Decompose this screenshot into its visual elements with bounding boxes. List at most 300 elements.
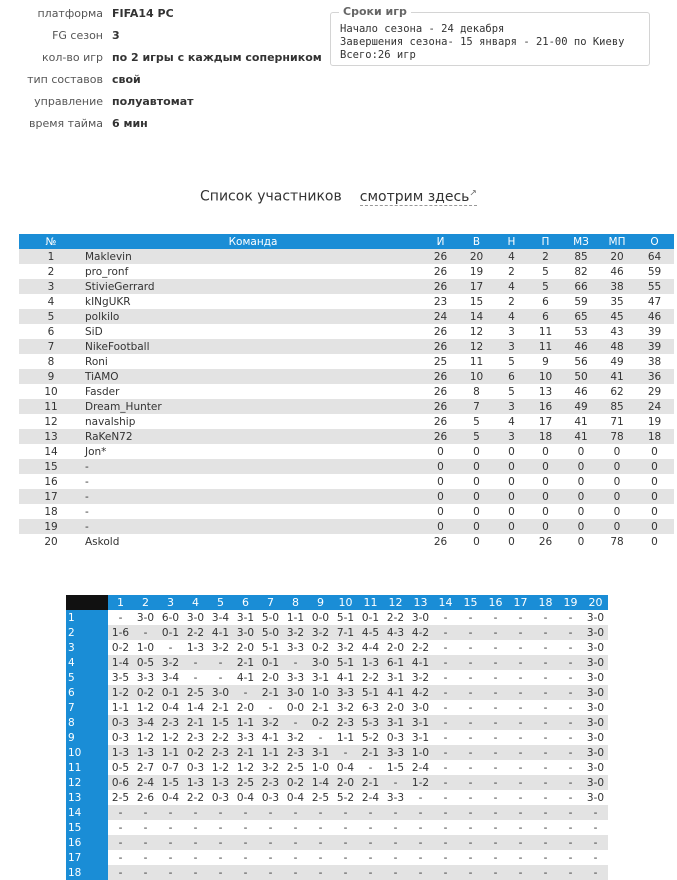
result-cell: - [258, 850, 283, 865]
result-cell: - [308, 820, 333, 835]
result-cell: - [458, 775, 483, 790]
result-cell: - [408, 820, 433, 835]
cell-points: 0 [635, 489, 674, 504]
cell-position: 4 [19, 294, 83, 309]
result-cell: - [533, 685, 558, 700]
cell-team[interactable]: TiAMO [83, 369, 423, 384]
standings-row [19, 294, 674, 309]
cell-goals-for: 41 [563, 414, 599, 429]
col-goals-against[interactable]: МП [599, 234, 635, 249]
result-cell: - [383, 775, 408, 790]
cell-team[interactable]: - [83, 519, 423, 534]
result-cell: 3-1 [233, 610, 258, 625]
cell-team[interactable]: Maklevin [83, 249, 423, 264]
result-cell: - [483, 805, 508, 820]
participants-link-text: смотрим здесь [359, 188, 470, 205]
result-cell: 1-1 [333, 730, 358, 745]
col-position[interactable]: № [19, 234, 83, 249]
result-cell: 0-2 [108, 640, 133, 655]
cell-position: 9 [19, 369, 83, 384]
result-cell: - [483, 655, 508, 670]
cell-points: 0 [635, 534, 674, 549]
cell-drawn: 0 [495, 489, 528, 504]
result-cell: - [533, 715, 558, 730]
result-cell: 3-3 [283, 640, 308, 655]
result-cell: 0-3 [108, 715, 133, 730]
result-cell: 0-1 [358, 610, 383, 625]
cell-team[interactable]: Dream_Hunter [83, 399, 423, 414]
standings-row [19, 264, 674, 279]
cell-position: 1 [19, 249, 83, 264]
cell-position: 19 [19, 519, 83, 534]
results-row-header: 1 [66, 610, 108, 625]
result-cell: 0-0 [283, 700, 308, 715]
result-cell: - [458, 610, 483, 625]
external-link-icon: ↗ [469, 188, 477, 198]
result-cell: 3-0 [583, 730, 608, 745]
cell-won: 0 [458, 474, 495, 489]
cell-goals-against: 41 [599, 369, 635, 384]
info-row-games [0, 47, 322, 69]
results-col-header: 9 [308, 595, 333, 610]
cell-won: 8 [458, 384, 495, 399]
result-cell: 0-5 [133, 655, 158, 670]
result-cell: 3-5 [108, 670, 133, 685]
result-cell: 0-2 [283, 775, 308, 790]
result-cell: - [508, 835, 533, 850]
result-cell: 1-0 [133, 640, 158, 655]
info-label: кол-во игр [42, 51, 103, 64]
result-cell: - [458, 715, 483, 730]
cell-position: 17 [19, 489, 83, 504]
cell-team[interactable]: Jon* [83, 444, 423, 459]
result-cell: 2-1 [208, 700, 233, 715]
cell-goals-for: 66 [563, 279, 599, 294]
cell-lost: 10 [528, 369, 563, 384]
cell-points: 64 [635, 249, 674, 264]
result-cell: - [158, 820, 183, 835]
result-cell: - [333, 820, 358, 835]
result-cell: 3-0 [583, 625, 608, 640]
results-grid [66, 595, 608, 880]
result-cell: - [133, 835, 158, 850]
cell-points: 0 [635, 519, 674, 534]
result-cell: - [108, 805, 133, 820]
cell-goals-for: 0 [563, 489, 599, 504]
result-cell: 3-4 [208, 610, 233, 625]
result-cell: 0-3 [258, 790, 283, 805]
result-cell: - [233, 835, 258, 850]
cell-won: 0 [458, 444, 495, 459]
result-cell: - [508, 715, 533, 730]
result-cell: - [233, 820, 258, 835]
cell-drawn: 0 [495, 444, 528, 459]
cell-drawn: 2 [495, 294, 528, 309]
cell-lost: 16 [528, 399, 563, 414]
cell-points: 59 [635, 264, 674, 279]
result-cell: - [408, 850, 433, 865]
cell-position: 18 [19, 504, 83, 519]
result-cell: - [558, 640, 583, 655]
result-cell: - [458, 805, 483, 820]
cell-goals-against: 46 [599, 264, 635, 279]
cell-lost: 0 [528, 459, 563, 474]
standings-row [19, 369, 674, 384]
result-cell: - [533, 625, 558, 640]
result-cell: 4-1 [383, 685, 408, 700]
cell-position: 11 [19, 399, 83, 414]
result-cell: - [508, 820, 533, 835]
cell-lost: 2 [528, 249, 563, 264]
schedule-box [330, 5, 650, 66]
cell-goals-against: 45 [599, 309, 635, 324]
schedule-end: Завершения сезона- 15 января - 21-00 по Киеву [340, 36, 625, 48]
col-drawn[interactable]: Н [495, 234, 528, 249]
cell-lost: 18 [528, 429, 563, 444]
result-cell: 4-1 [208, 625, 233, 640]
result-cell: - [458, 790, 483, 805]
result-cell: 0-0 [308, 610, 333, 625]
cell-team[interactable]: NikeFootball [83, 339, 423, 354]
result-cell: - [533, 835, 558, 850]
results-col-header: 19 [558, 595, 583, 610]
result-cell: 2-2 [383, 610, 408, 625]
cell-team[interactable]: - [83, 504, 423, 519]
cell-lost: 0 [528, 519, 563, 534]
participants-link[interactable] [360, 189, 477, 206]
results-corner [66, 595, 108, 610]
result-cell: 1-2 [133, 730, 158, 745]
standings-row [19, 519, 674, 534]
result-cell: - [483, 685, 508, 700]
result-cell: - [133, 805, 158, 820]
standings-row [19, 504, 674, 519]
results-col-header: 11 [358, 595, 383, 610]
result-cell: - [508, 790, 533, 805]
result-cell: 3-2 [258, 760, 283, 775]
cell-team[interactable]: StivieGerrard [83, 279, 423, 294]
result-cell: - [483, 715, 508, 730]
result-cell: - [283, 865, 308, 880]
result-cell: - [433, 745, 458, 760]
cell-lost: 0 [528, 504, 563, 519]
results-row [66, 700, 608, 715]
standings-row [19, 534, 674, 549]
result-cell: - [533, 610, 558, 625]
result-cell: - [208, 655, 233, 670]
result-cell: 4-4 [358, 640, 383, 655]
cell-drawn: 4 [495, 309, 528, 324]
result-cell: - [458, 655, 483, 670]
result-cell: 3-0 [583, 715, 608, 730]
schedule-total: Всего:26 игр [340, 49, 416, 61]
result-cell: - [558, 775, 583, 790]
cell-played: 0 [423, 519, 458, 534]
result-cell: 4-5 [358, 625, 383, 640]
result-cell: - [433, 715, 458, 730]
result-cell: 3-4 [158, 670, 183, 685]
result-cell: - [458, 670, 483, 685]
cell-won: 12 [458, 339, 495, 354]
result-cell: - [558, 745, 583, 760]
results-row-header: 4 [66, 655, 108, 670]
result-cell: - [183, 850, 208, 865]
result-cell: 1-2 [108, 685, 133, 700]
standings-row [19, 429, 674, 444]
results-row-header: 10 [66, 745, 108, 760]
cell-won: 0 [458, 519, 495, 534]
info-label: платформа [37, 7, 103, 20]
result-cell: - [458, 760, 483, 775]
result-cell: 0-4 [233, 790, 258, 805]
result-cell: - [208, 820, 233, 835]
col-goals-for[interactable]: МЗ [563, 234, 599, 249]
cell-goals-for: 0 [563, 534, 599, 549]
result-cell: 2-4 [358, 790, 383, 805]
result-cell: 5-3 [358, 715, 383, 730]
cell-team[interactable]: polkilo [83, 309, 423, 324]
cell-lost: 17 [528, 414, 563, 429]
result-cell: 2-3 [158, 715, 183, 730]
result-cell: 3-2 [208, 640, 233, 655]
cell-team[interactable]: Roni [83, 354, 423, 369]
results-col-header: 7 [258, 595, 283, 610]
result-cell: 2-5 [283, 760, 308, 775]
result-cell: 6-3 [358, 700, 383, 715]
result-cell: 3-2 [408, 670, 433, 685]
result-cell: 2-1 [183, 715, 208, 730]
result-cell: 3-0 [308, 655, 333, 670]
result-cell: - [158, 835, 183, 850]
result-cell: 3-1 [308, 670, 333, 685]
col-won[interactable]: В [458, 234, 495, 249]
standings-row [19, 324, 674, 339]
cell-team[interactable]: Askold [83, 534, 423, 549]
cell-goals-against: 78 [599, 429, 635, 444]
schedule-lines [340, 23, 624, 62]
results-col-header: 14 [433, 595, 458, 610]
cell-goals-against: 48 [599, 339, 635, 354]
cell-drawn: 5 [495, 354, 528, 369]
result-cell: 2-0 [233, 700, 258, 715]
cell-goals-against: 0 [599, 474, 635, 489]
result-cell: - [133, 865, 158, 880]
cell-goals-for: 46 [563, 384, 599, 399]
result-cell: 3-3 [333, 685, 358, 700]
results-row-header: 15 [66, 820, 108, 835]
result-cell: 3-0 [583, 700, 608, 715]
result-cell: 3-1 [383, 670, 408, 685]
result-cell: - [283, 715, 308, 730]
col-team[interactable]: Команда [83, 234, 423, 249]
results-col-header: 20 [583, 595, 608, 610]
cell-goals-against: 20 [599, 249, 635, 264]
result-cell: 2-1 [358, 775, 383, 790]
result-cell: - [483, 670, 508, 685]
cell-goals-for: 65 [563, 309, 599, 324]
result-cell: - [558, 715, 583, 730]
result-cell: 1-6 [108, 625, 133, 640]
cell-drawn: 3 [495, 429, 528, 444]
cell-goals-for: 49 [563, 399, 599, 414]
result-cell: - [383, 850, 408, 865]
result-cell: - [558, 760, 583, 775]
result-cell: 1-3 [183, 640, 208, 655]
cell-goals-for: 59 [563, 294, 599, 309]
results-row-header: 17 [66, 850, 108, 865]
result-cell: 4-1 [408, 655, 433, 670]
col-points[interactable]: О [635, 234, 674, 249]
result-cell: - [183, 805, 208, 820]
results-row-header: 16 [66, 835, 108, 850]
result-cell: 1-4 [308, 775, 333, 790]
results-body [66, 610, 608, 880]
result-cell: - [158, 865, 183, 880]
cell-won: 0 [458, 504, 495, 519]
standings-row [19, 279, 674, 294]
result-cell: 2-3 [333, 715, 358, 730]
cell-lost: 0 [528, 489, 563, 504]
result-cell: 1-0 [308, 760, 333, 775]
cell-won: 14 [458, 309, 495, 324]
cell-played: 26 [423, 414, 458, 429]
result-cell: - [483, 745, 508, 760]
results-row [66, 670, 608, 685]
cell-points: 0 [635, 444, 674, 459]
result-cell: 2-7 [133, 760, 158, 775]
cell-points: 18 [635, 429, 674, 444]
result-cell: - [458, 640, 483, 655]
result-cell: - [358, 865, 383, 880]
cell-played: 26 [423, 399, 458, 414]
result-cell: 5-0 [258, 610, 283, 625]
result-cell: 2-6 [133, 790, 158, 805]
cell-lost: 9 [528, 354, 563, 369]
cell-position: 10 [19, 384, 83, 399]
result-cell: - [583, 805, 608, 820]
result-cell: 3-0 [233, 625, 258, 640]
result-cell: - [483, 625, 508, 640]
result-cell: 2-0 [383, 640, 408, 655]
cell-won: 19 [458, 264, 495, 279]
result-cell: 0-1 [258, 655, 283, 670]
cell-played: 26 [423, 264, 458, 279]
results-col-header: 2 [133, 595, 158, 610]
result-cell: - [158, 850, 183, 865]
result-cell: 2-1 [308, 700, 333, 715]
result-cell: - [483, 640, 508, 655]
results-row [66, 685, 608, 700]
info-value: FIFA14 PC [112, 7, 174, 20]
result-cell: - [508, 670, 533, 685]
result-cell: - [283, 805, 308, 820]
result-cell: - [433, 760, 458, 775]
cell-lost: 13 [528, 384, 563, 399]
result-cell: - [458, 700, 483, 715]
result-cell: - [308, 850, 333, 865]
cell-position: 15 [19, 459, 83, 474]
cell-position: 14 [19, 444, 83, 459]
standings-row [19, 459, 674, 474]
results-row-header: 9 [66, 730, 108, 745]
cell-team[interactable]: - [83, 489, 423, 504]
results-col-header: 18 [533, 595, 558, 610]
result-cell: - [458, 730, 483, 745]
result-cell: - [183, 865, 208, 880]
result-cell: - [158, 805, 183, 820]
results-row [66, 640, 608, 655]
result-cell: - [433, 670, 458, 685]
result-cell: - [483, 790, 508, 805]
cell-team[interactable]: navalship [83, 414, 423, 429]
result-cell: 6-1 [383, 655, 408, 670]
cell-team[interactable]: RaKeN72 [83, 429, 423, 444]
info-value: 3 [112, 29, 120, 42]
cell-won: 5 [458, 414, 495, 429]
cell-team[interactable]: - [83, 459, 423, 474]
cell-won: 0 [458, 489, 495, 504]
cell-team[interactable]: pro_ronf [83, 264, 423, 279]
result-cell: - [483, 730, 508, 745]
result-cell: - [433, 820, 458, 835]
cell-points: 38 [635, 354, 674, 369]
standings-body [19, 249, 674, 549]
info-value: полуавтомат [112, 95, 194, 108]
result-cell: - [433, 790, 458, 805]
cell-drawn: 2 [495, 264, 528, 279]
cell-team[interactable]: Fasder [83, 384, 423, 399]
schedule-title: Сроки игр [339, 5, 411, 18]
result-cell: - [558, 700, 583, 715]
result-cell: - [533, 655, 558, 670]
cell-goals-for: 50 [563, 369, 599, 384]
cell-team[interactable]: SiD [83, 324, 423, 339]
cell-goals-against: 0 [599, 504, 635, 519]
col-lost[interactable]: П [528, 234, 563, 249]
col-played[interactable]: И [423, 234, 458, 249]
result-cell: 2-5 [108, 790, 133, 805]
result-cell: - [383, 865, 408, 880]
result-cell: 2-0 [383, 700, 408, 715]
result-cell: - [558, 610, 583, 625]
result-cell: 1-2 [408, 775, 433, 790]
results-row-header: 3 [66, 640, 108, 655]
result-cell: - [533, 775, 558, 790]
cell-position: 16 [19, 474, 83, 489]
cell-played: 26 [423, 429, 458, 444]
result-cell: - [483, 835, 508, 850]
result-cell: - [508, 730, 533, 745]
cell-drawn: 0 [495, 504, 528, 519]
result-cell: - [533, 790, 558, 805]
result-cell: - [533, 805, 558, 820]
results-row-header: 2 [66, 625, 108, 640]
result-cell: - [358, 805, 383, 820]
cell-goals-for: 46 [563, 339, 599, 354]
result-cell: - [583, 835, 608, 850]
cell-lost: 0 [528, 444, 563, 459]
result-cell: - [258, 820, 283, 835]
standings-row [19, 399, 674, 414]
result-cell: 2-0 [333, 775, 358, 790]
result-cell: - [458, 850, 483, 865]
results-col-header: 17 [508, 595, 533, 610]
cell-won: 17 [458, 279, 495, 294]
cell-drawn: 4 [495, 414, 528, 429]
cell-team[interactable]: - [83, 474, 423, 489]
cell-team[interactable]: kINgUKR [83, 294, 423, 309]
result-cell: - [433, 730, 458, 745]
